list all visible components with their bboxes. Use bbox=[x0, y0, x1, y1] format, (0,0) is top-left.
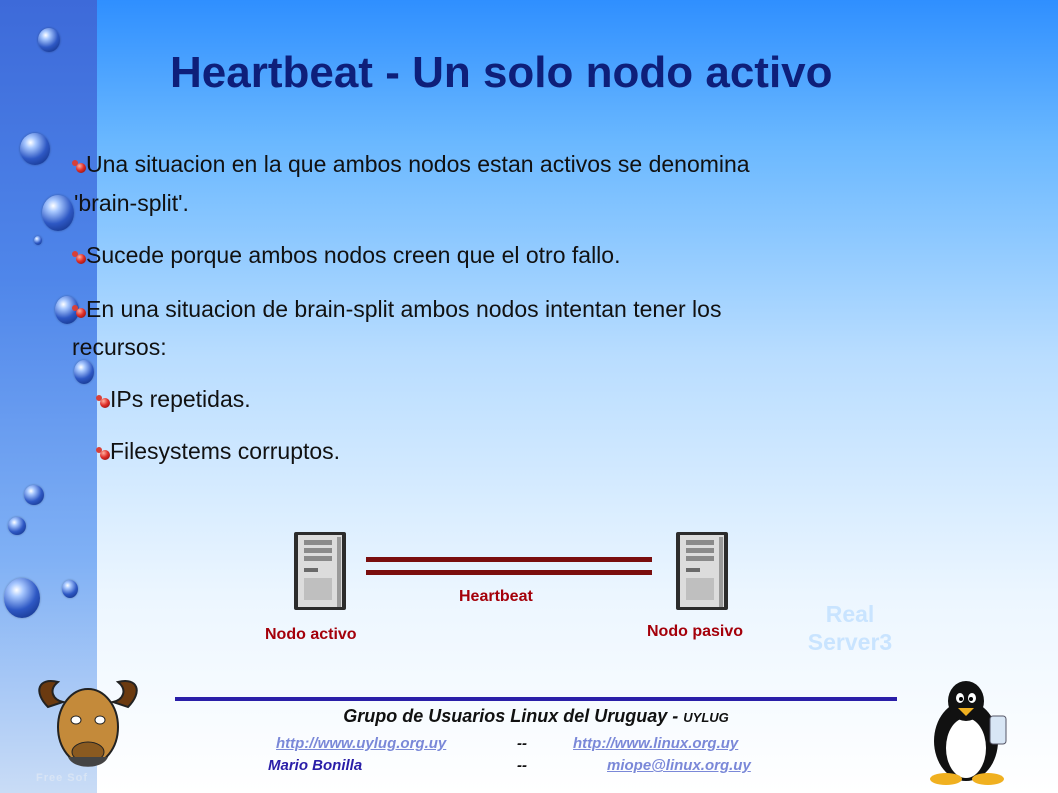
bubble-decoration bbox=[34, 236, 42, 245]
bubble-decoration bbox=[62, 580, 78, 598]
footer-group-text: Grupo de Usuarios Linux del Uruguay - bbox=[343, 706, 684, 726]
footer-divider bbox=[175, 697, 897, 701]
heartbeat-link-top bbox=[366, 557, 652, 562]
bullet-3-line-1: En una situacion de brain-split ambos nodos intentan tener los bbox=[86, 296, 722, 322]
bubble-decoration bbox=[24, 485, 44, 505]
server-passive-icon bbox=[675, 531, 729, 611]
node-active-label: Nodo activo bbox=[265, 626, 357, 643]
author-email-link[interactable]: miope@linux.org.uy bbox=[607, 757, 751, 774]
linux-org-link[interactable]: http://www.linux.org.uy bbox=[573, 735, 739, 752]
bullet-3-line-2: recursos: bbox=[72, 334, 167, 360]
footer-separator: -- bbox=[517, 735, 527, 752]
sub-bullet-1: IPs repetidas. bbox=[110, 386, 251, 412]
sub-bullet-icon bbox=[100, 450, 110, 460]
footer-group-abbr: UYLUG bbox=[683, 710, 729, 725]
faded-real-server-label bbox=[790, 600, 910, 656]
bubble-decoration bbox=[8, 517, 26, 535]
bullet-icon bbox=[76, 308, 86, 318]
bullet-icon bbox=[76, 254, 86, 264]
bullet-2-line-1: Sucede porque ambos nodos creen que el otro fallo. bbox=[86, 242, 621, 268]
server-active-icon bbox=[293, 531, 347, 611]
footer-separator: -- bbox=[517, 757, 527, 774]
gnu-head-logo bbox=[28, 672, 148, 772]
bullet-icon bbox=[76, 163, 86, 173]
bubble-decoration bbox=[4, 578, 40, 618]
uylug-link[interactable]: http://www.uylug.org.uy bbox=[276, 735, 447, 752]
bubble-decoration bbox=[20, 133, 50, 165]
bubble-decoration bbox=[42, 195, 74, 231]
footer-group-name bbox=[175, 706, 897, 727]
heartbeat-label: Heartbeat bbox=[459, 588, 533, 605]
tux-penguin-logo bbox=[918, 676, 1023, 786]
faded-label-line-2: Server3 bbox=[807, 629, 893, 655]
sub-bullet-2: Filesystems corruptos. bbox=[110, 438, 341, 464]
sub-bullet-icon bbox=[100, 398, 110, 408]
heartbeat-link-bottom bbox=[366, 570, 652, 575]
bullet-1-line-2: 'brain-split'. bbox=[74, 190, 189, 216]
free-software-caption: Free Sof bbox=[36, 772, 89, 784]
bullet-1-line-1: Una situacion en la que ambos nodos estan activos se denomina bbox=[86, 151, 750, 177]
author-name: Mario Bonilla bbox=[268, 757, 363, 774]
bubble-decoration bbox=[38, 28, 60, 52]
slide-title: Heartbeat - Un solo nodo activo bbox=[170, 48, 833, 97]
node-passive-label: Nodo pasivo bbox=[647, 623, 744, 640]
faded-label-line-1: Real bbox=[825, 601, 875, 627]
